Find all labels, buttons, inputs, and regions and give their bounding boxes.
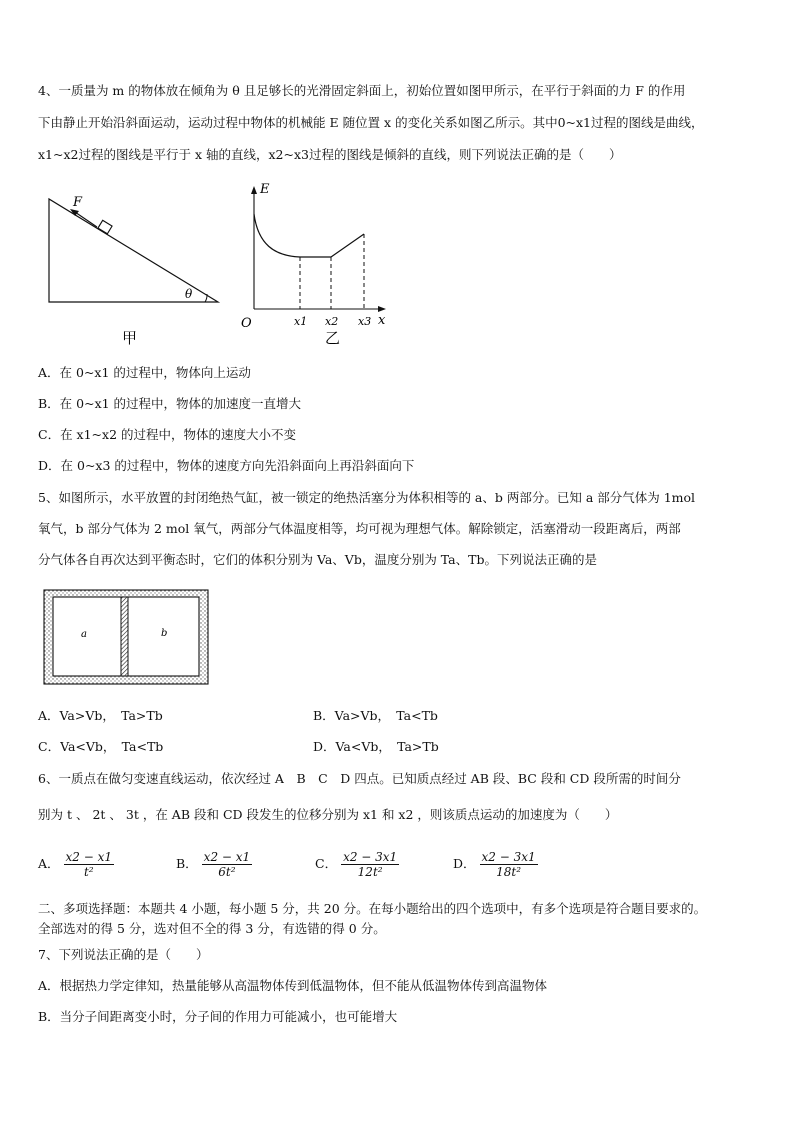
option-letter: B．	[176, 856, 198, 871]
q7-option-b: B．当分子间距离变小时，分子间的作用力可能减小，也可能增大	[38, 1009, 398, 1024]
q6-option-c	[315, 850, 399, 879]
x-axis-label: x	[378, 313, 386, 328]
q5-option-c: C．Va<Vb， Ta<Tb	[38, 739, 164, 754]
q6-option-a	[38, 850, 114, 879]
figure-caption-yi: 乙	[325, 329, 341, 347]
q5-stem-line3: 分气体各自再次达到平衡态时，它们的体积分别为 Va、Vb，温度分别为 Ta、Tb。下列说法正确的是	[38, 552, 597, 567]
y-axis-label: E	[260, 182, 270, 197]
q7-option-a: A．根据热力学定律知，热量能够从高温物体传到低温物体，但不能从低温物体传到高温物体	[38, 978, 548, 993]
angle-label: θ	[185, 287, 193, 301]
piston	[121, 597, 128, 676]
origin-label: O	[241, 316, 252, 331]
q4-stem-line2: 下由静止开始沿斜面运动，运动过程中物体的机械能 E 随位置 x 的变化关系如图乙所示。其中0~x1过程的图线是曲线，	[38, 115, 704, 130]
tick-label-x3: x3	[358, 315, 372, 328]
q5-figure-cylinder	[40, 586, 212, 688]
q5-stem-line1: 5、如图所示，水平放置的封闭绝热气缸，被一锁定的绝热活塞分为体积相等的 a、b 两部分。已知 a 部分气体为 1mol	[38, 490, 696, 505]
q5-stem-line2: 氧气，b 部分气体为 2 mol 氧气，两部分气体温度相等，均可视为理想气体。解除锁定，活塞滑动一段距离后，两部	[38, 521, 681, 536]
tick-label-x2: x2	[325, 315, 339, 328]
q5-option-b: B．Va>Vb， Ta<Tb	[313, 708, 438, 723]
section2-heading-line1: 二、多项选择题：本题共 4 小题，每小题 5 分，共 20 分。在每小题给出的四个选项中，有多个选项是符合题目要求的。	[38, 901, 707, 916]
block	[98, 220, 112, 233]
fraction: $\frac{x2 - x1}{\text{6t²}}$	[203, 850, 251, 879]
chamber-a-label: a	[81, 629, 87, 640]
q4-figure-energy-graph	[234, 176, 400, 356]
chamber-b-label: b	[161, 628, 168, 639]
q6-option-b	[176, 850, 252, 879]
energy-curve	[254, 214, 364, 257]
q4-stem-line1: 4、一质量为 m 的物体放在倾角为 θ 且足够长的光滑固定斜面上，初始位置如图甲所示，在平行于斜面的力 F 的作用	[38, 83, 686, 98]
q7-stem: 7、下列说法正确的是（ ）	[38, 947, 209, 962]
q4-option-c: C．在 x1~x2 的过程中，物体的速度大小不变	[38, 427, 296, 442]
q4-figure-incline	[40, 190, 230, 355]
fraction: $\frac{x2 - 3x1}{\text{18t²}}$	[481, 850, 536, 879]
q4-option-b: B．在 0~x1 的过程中，物体的加速度一直增大	[38, 396, 302, 411]
option-letter: C．	[315, 856, 338, 871]
q6-option-d	[453, 850, 538, 879]
figure-caption-jia: 甲	[122, 329, 138, 347]
section2-heading-line2: 全部选对的得 5 分，选对但不全的得 3 分，有选错的得 0 分。	[38, 921, 386, 936]
tick-label-x1: x1	[294, 315, 308, 328]
q5-option-a: A．Va>Vb， Ta>Tb	[38, 708, 163, 723]
q4-option-d: D．在 0~x3 的过程中，物体的速度方向先沿斜面向上再沿斜面向下	[38, 458, 415, 473]
force-label: F	[73, 195, 83, 210]
fraction: $\frac{x2 - 3x1}{\text{12t²}}$	[343, 850, 398, 879]
q5-option-d: D．Va<Vb， Ta>Tb	[313, 739, 439, 754]
q4-option-a: A．在 0~x1 的过程中，物体向上运动	[38, 365, 251, 380]
q6-stem-line2: 别为 t 、 2t 、 3t ，在 AB 段和 CD 段发生的位移分别为 x1 和 x2 ，则该质点运动的加速度为（ ）	[38, 807, 618, 822]
q4-stem-line3: x1~x2过程的图线是平行于 x 轴的直线，x2~x3过程的图线是倾斜的直线，则下列说法正确的是（ ）	[38, 147, 622, 162]
fraction: $\frac{x2 - x1}{\text{t²}}$	[65, 850, 113, 879]
option-letter: D．	[453, 856, 476, 871]
option-letter: A．	[38, 856, 60, 871]
q6-stem-line1: 6、一质点在做匀变速直线运动，依次经过 A B C D 四点。已知质点经过 AB 段、BC 段和 CD 段所需的时间分	[38, 771, 681, 786]
